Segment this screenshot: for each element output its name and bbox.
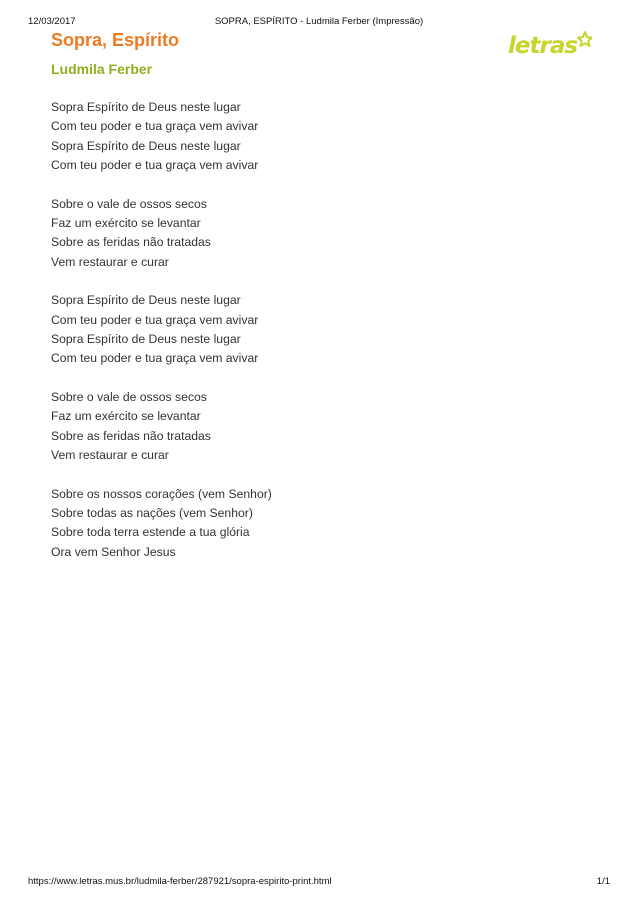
lyrics-stanza — [51, 195, 571, 273]
letras-logo — [506, 28, 592, 62]
print-document-title: SOPRA, ESPÍRITO - Ludmila Ferber (Impressão) — [214, 16, 424, 27]
lyric-line: Sopra Espírito de Deus neste lugar — [51, 100, 241, 114]
lyrics — [51, 98, 571, 581]
lyrics-stanza — [51, 388, 571, 466]
lyric-line: Vem restaurar e curar — [51, 448, 169, 463]
lyric-line: Com teu poder e tua graça vem avivar — [51, 119, 259, 134]
lyric-line: Sopra Espírito de Deus neste lugar — [51, 332, 241, 347]
lyric-line: Com teu poder e tua graça vem avivar — [51, 351, 259, 366]
lyrics-stanza — [51, 291, 571, 369]
lyric-line: Sobre as feridas não tratadas — [51, 235, 211, 250]
star-icon — [578, 32, 592, 46]
lyric-line: Sobre o vale de ossos secos — [51, 389, 207, 404]
lyric-line: Sobre o vale de ossos secos — [51, 196, 207, 211]
lyric-line: Faz um exército se levantar — [51, 216, 201, 231]
lyric-line: Sobre todas as nações (vem Senhor) — [51, 505, 253, 520]
letras-logo-text: letras — [508, 33, 578, 59]
page-number: 1/1 — [596, 876, 610, 887]
artist-name[interactable]: Ludmila Ferber — [51, 61, 153, 77]
lyrics-stanza — [51, 485, 571, 563]
lyric-line: Vem restaurar e curar — [51, 254, 169, 269]
lyric-line: Sopra Espírito de Deus neste lugar — [51, 293, 241, 308]
lyrics-stanza — [51, 98, 571, 176]
lyric-line: Sopra Espírito de Deus neste lugar — [51, 138, 241, 153]
lyric-line: Com teu poder e tua graça vem avivar — [51, 158, 259, 173]
lyric-line: Faz um exército se levantar — [51, 409, 201, 424]
lyric-line: Sobre toda terra estende a tua glória — [51, 525, 250, 540]
song-title: Sopra, Espírito — [51, 30, 180, 50]
page-url: https://www.letras.mus.br/ludmila-ferber/287921/sopra-espirito-print.html — [28, 876, 332, 887]
print-date: 12/03/2017 — [28, 16, 76, 27]
lyric-line: Com teu poder e tua graça vem avivar — [51, 312, 259, 327]
print-footer — [28, 876, 610, 890]
lyric-line: Sobre os nossos corações (vem Senhor) — [51, 486, 272, 501]
lyric-line: Sobre as feridas não tratadas — [51, 428, 211, 443]
lyric-line: Ora vem Senhor Jesus — [51, 544, 176, 559]
